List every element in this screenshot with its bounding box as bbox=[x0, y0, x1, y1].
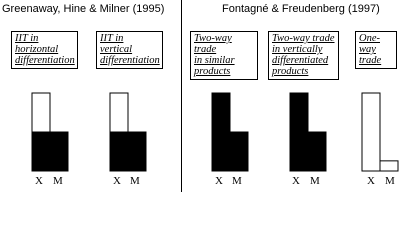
m-bar-panel-2 bbox=[128, 132, 146, 171]
m-label-panel-1: M bbox=[53, 175, 63, 187]
x-label-panel-4: X bbox=[292, 175, 300, 187]
x-bar-panel-4 bbox=[290, 93, 308, 171]
x-label-panel-2: X bbox=[113, 175, 121, 187]
x-bar-panel-5 bbox=[362, 93, 380, 171]
m-label-panel-5: M bbox=[385, 175, 395, 187]
x-bar-lower-panel-1 bbox=[32, 132, 50, 171]
x-bar-upper-panel-2 bbox=[110, 93, 128, 132]
m-bar-panel-5 bbox=[380, 161, 398, 171]
m-bar-panel-4 bbox=[308, 132, 326, 171]
x-bar-panel-3 bbox=[212, 93, 230, 171]
m-bar-panel-1 bbox=[50, 132, 68, 171]
label-two-way-similar: Two-way trade in similar products bbox=[190, 31, 258, 80]
left-title: Greenaway, Hine & Milner (1995) bbox=[2, 3, 165, 15]
label-vertical-iit: IIT in vertical differentiation bbox=[96, 31, 163, 69]
m-bar-panel-3 bbox=[230, 132, 248, 171]
m-label-panel-2: M bbox=[130, 175, 140, 187]
x-label-panel-5: X bbox=[367, 175, 375, 187]
label-horizontal-iit: IIT in horizontal differentiation bbox=[11, 31, 78, 69]
x-label-panel-1: X bbox=[35, 175, 43, 187]
right-title: Fontagné & Freudenberg (1997) bbox=[222, 3, 380, 15]
label-one-way-trade: One-way trade bbox=[355, 31, 397, 69]
m-label-panel-4: M bbox=[310, 175, 320, 187]
label-two-way-vertical: Two-way trade in vertically differentiated products bbox=[268, 31, 339, 80]
x-bar-lower-panel-2 bbox=[110, 132, 128, 171]
x-bar-upper-panel-1 bbox=[32, 93, 50, 132]
m-label-panel-3: M bbox=[232, 175, 242, 187]
x-label-panel-3: X bbox=[215, 175, 223, 187]
